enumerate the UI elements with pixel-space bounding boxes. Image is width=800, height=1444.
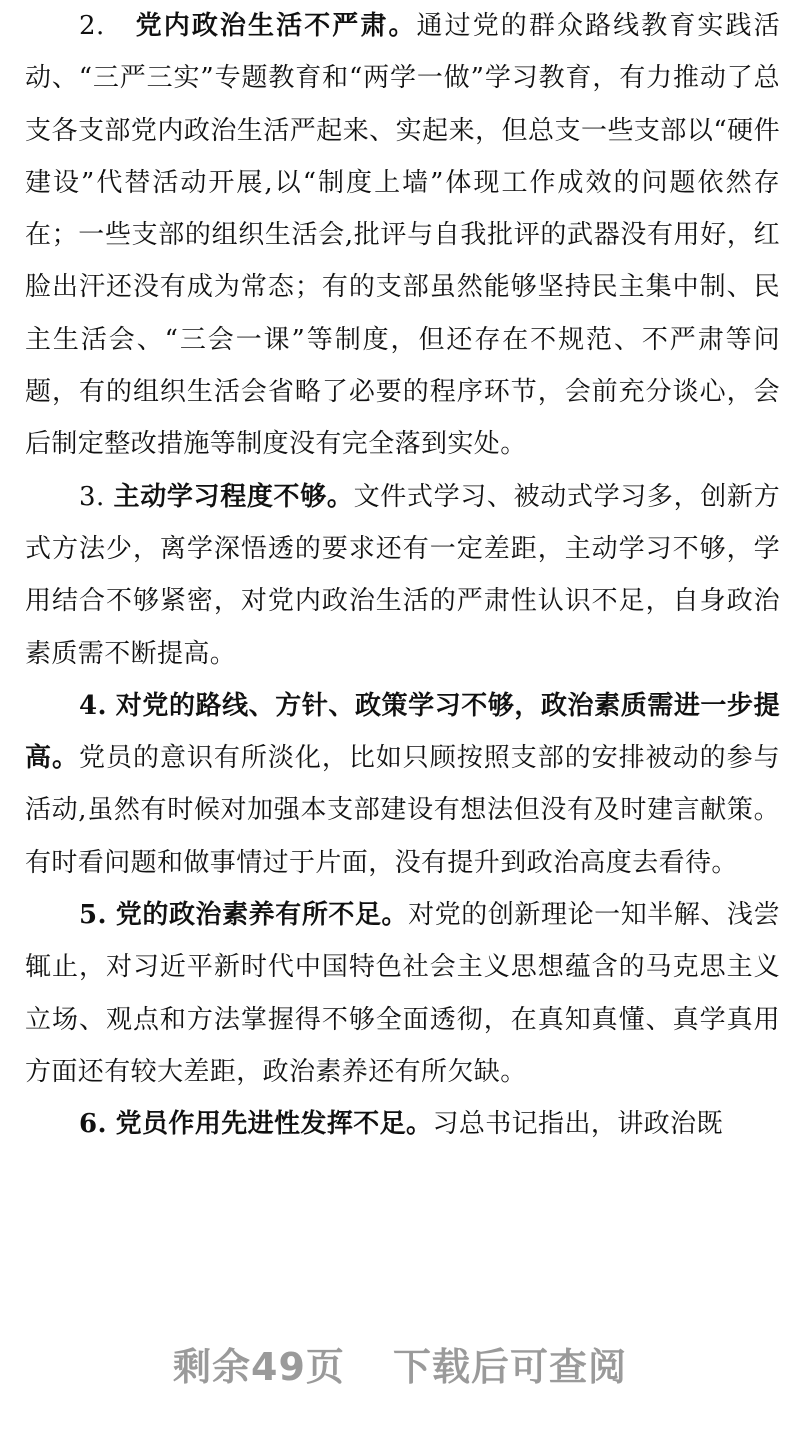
paragraph-number: 3. <box>79 481 105 512</box>
remaining-pages-text: 剩余49页 <box>173 1345 345 1389</box>
paragraph-body: 习总书记指出，讲政治既 <box>432 1109 723 1140</box>
paragraph-3 <box>25 471 780 680</box>
paragraph-number: 5. <box>79 900 107 931</box>
paragraph-body: 通过党的群众路线教育实践活动、“三严三实”专题教育和“两学一做”学习教育，有力推动了总支各支部党内政治生活严起来、实起来，但总支一些支部以“硬件建设”代替活动开展,以“制度上墙”体现工作成效的问题依然存在；一些支部的组织生活会,批评与自我批评的武器没有用好，红脸出汗还没有成为常态；有的支部虽然能够坚持民主集中制、民主生活会、“三会一课”等制度，但还存在不规范、不严肃等问题，有的组织生活会省略了必要的程序环节，会前充分谈心，会后制定整改措施等制度没有完全落到实处。 <box>25 11 780 460</box>
paragraph-number: 4. <box>79 690 107 721</box>
paragraph-heading: 党的政治素养有所不足。 <box>115 900 409 931</box>
document-page <box>25 0 780 1151</box>
paragraph-4 <box>25 680 780 889</box>
download-prompt[interactable] <box>0 1336 800 1391</box>
paragraph-heading: 党员作用先进性发挥不足。 <box>115 1109 433 1140</box>
paragraph-heading: 对党的路线、方针、政策学习不够，政治素质需进一步提高。 <box>25 690 780 774</box>
paragraph-heading: 党内政治生活不严肃。 <box>135 11 417 41</box>
paragraph-body: 对党的创新理论一知半解、浅尝辄止，对习近平新时代中国特色社会主义思想蕴含的马克思主义立场、观点和方法掌握得不够全面透彻，在真知真懂、真学真用方面还有较大差距，政治素养还有所欠缺。 <box>25 900 780 1087</box>
paragraph-body: 党员的意识有所淡化，比如只顾按照支部的安排被动的参与活动,虽然有时候对加强本支部建设有想法但没有及时建言献策。有时看问题和做事情过于片面，没有提升到政治高度去看待。 <box>25 743 780 878</box>
paragraph-6 <box>25 1098 780 1150</box>
paragraph-heading: 主动学习程度不够。 <box>113 481 354 512</box>
paragraph-number: 2. <box>79 11 105 41</box>
paragraph-number: 6. <box>79 1109 107 1140</box>
paragraph-body: 文件式学习、被动式学习多，创新方式方法少，离学深悟透的要求还有一定差距，主动学习不够，学用结合不够紧密，对党内政治生活的严肃性认识不足，自身政治素质需不断提高。 <box>25 481 780 669</box>
paragraph-5 <box>25 889 780 1098</box>
paragraph-2 <box>25 0 780 471</box>
download-to-view-text: 下载后可查阅 <box>392 1345 627 1389</box>
